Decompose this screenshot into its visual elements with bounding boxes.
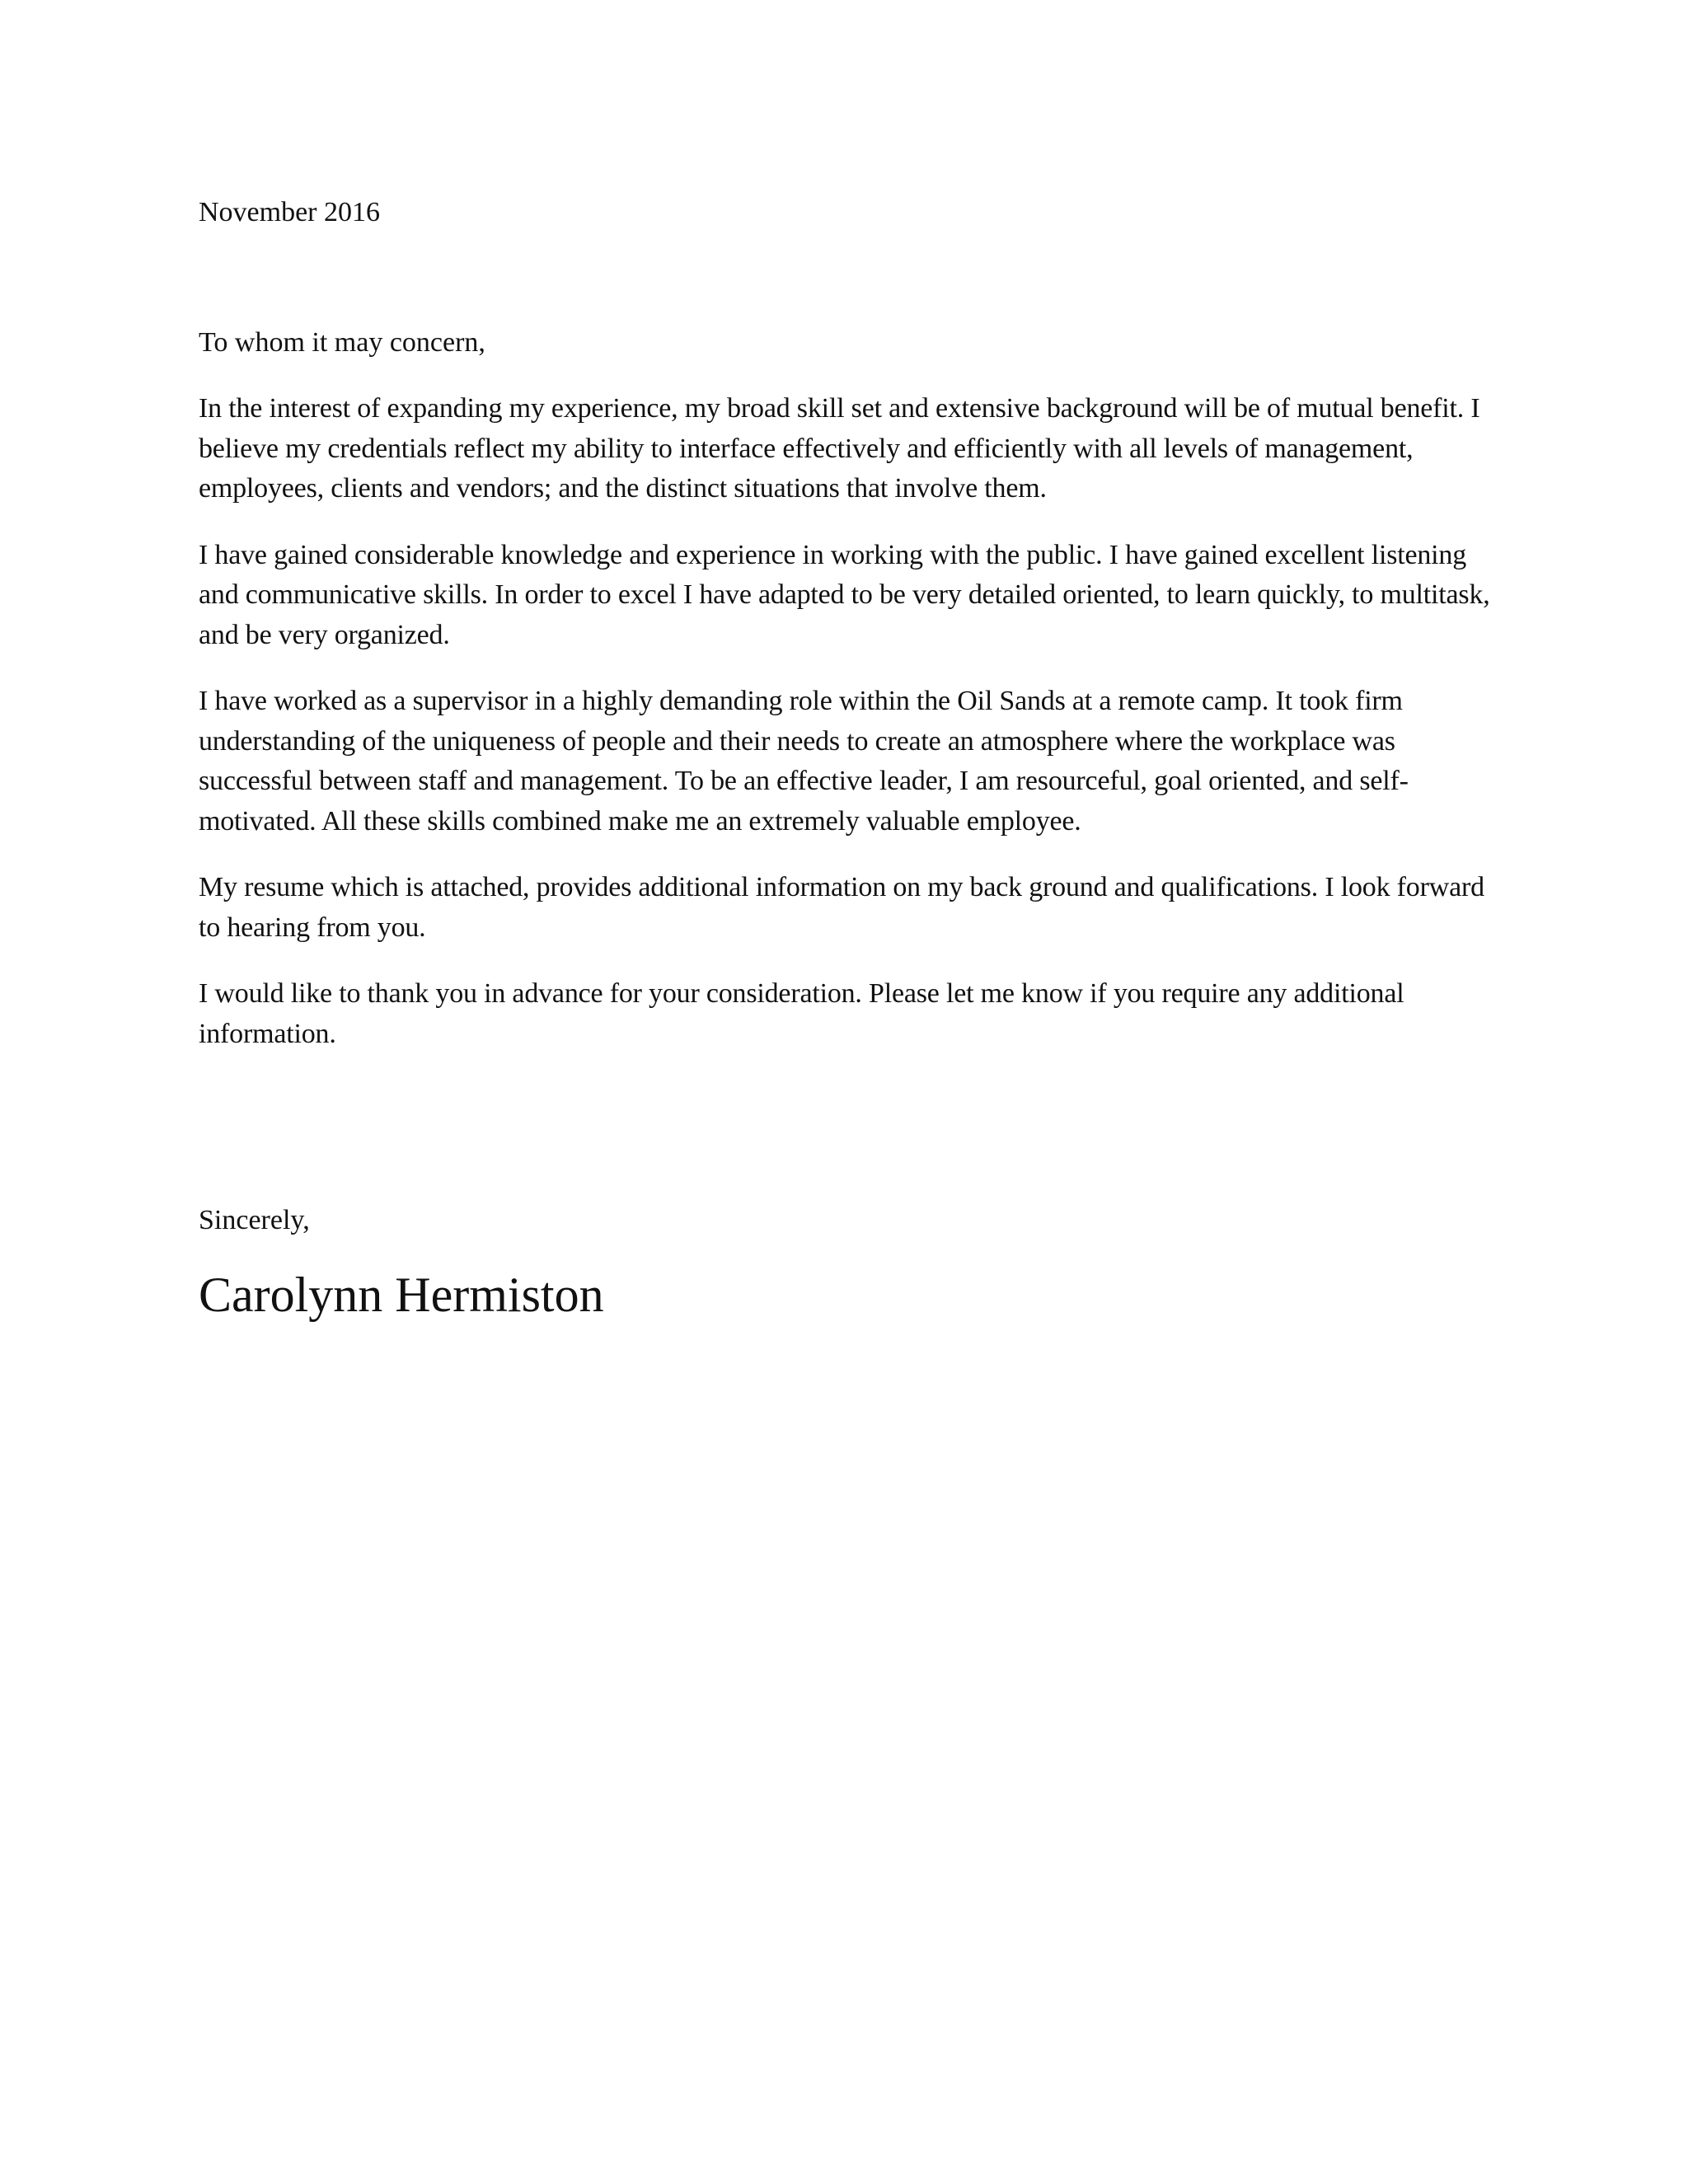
letter-date: November 2016 xyxy=(199,197,381,227)
letter-paragraph-5: I would like to thank you in advance for your consideration. Please let me know if you require any additional information. xyxy=(199,978,1404,1049)
letter-paragraph-4: My resume which is attached, provides additional information on my back ground and qualifications. I look forward to hearing from you. xyxy=(199,872,1484,943)
letter-paragraph-3: I have worked as a supervisor in a highly demanding role within the Oil Sands at a remote camp. It took firm understanding of the uniqueness of people and their needs to create an atmosphere where the workplace was successful between staff and management. To be an effective leader, I am resourceful, goal oriented, and self-motivated. All these skills combined make me an extremely valuable employee. xyxy=(199,686,1409,837)
letter-paragraph-1: In the interest of expanding my experience, my broad skill set and extensive background will be of mutual benefit. I believe my credentials reflect my ability to interface effectively and efficiently with all levels of management, employees, clients and vendors; and the distinct situations that involve them. xyxy=(199,393,1480,504)
letter-content xyxy=(199,193,1493,1324)
letter-closing: Sincerely, xyxy=(199,1205,310,1235)
letter-salutation: To whom it may concern, xyxy=(199,327,485,358)
letter-signature: Carolynn Hermiston xyxy=(199,1268,604,1322)
letter-paragraph-2: I have gained considerable knowledge and experience in working with the public. I have gained excellent listening and communicative skills. In order to excel I have adapted to be very detailed oriented, to learn quickly, to multitask, and be very organized. xyxy=(199,539,1490,650)
